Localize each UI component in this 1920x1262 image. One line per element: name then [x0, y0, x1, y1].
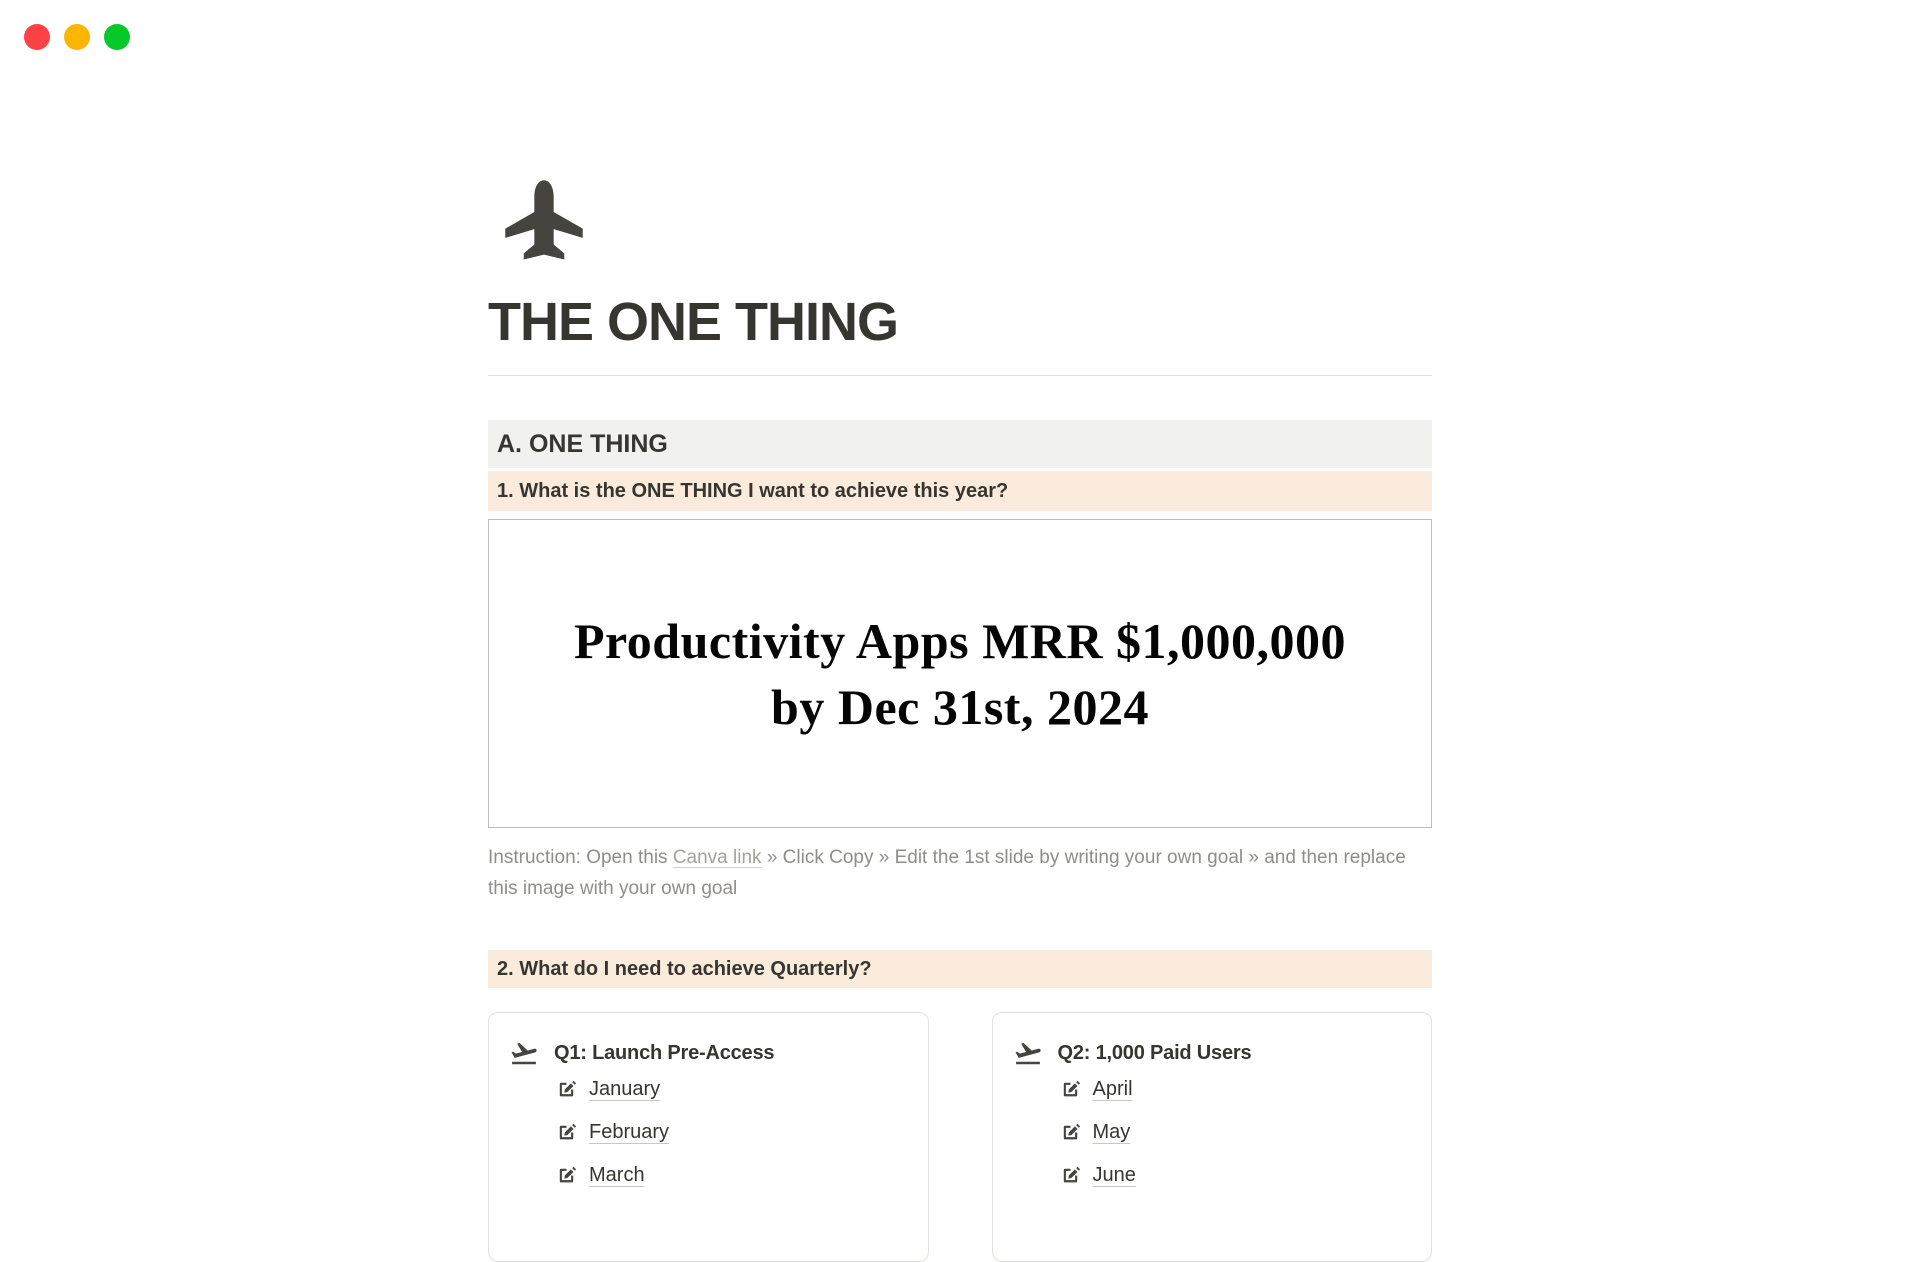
page-title: THE ONE THING [488, 292, 899, 352]
divider [488, 375, 1432, 376]
canva-link[interactable]: Canva link [672, 847, 762, 868]
quarter-columns [488, 1012, 1432, 1262]
edit-icon [555, 1121, 578, 1144]
instruction-caption [488, 842, 1432, 904]
minimize-button[interactable] [64, 24, 90, 50]
notion-page [488, 0, 1432, 1262]
month-link-march[interactable]: March [589, 1164, 645, 1186]
edit-icon [1059, 1078, 1082, 1101]
instruction-line2: this image with your own goal [488, 878, 738, 899]
month-item [555, 1154, 908, 1197]
zoom-button[interactable] [104, 24, 130, 50]
month-item [555, 1111, 908, 1154]
quarter-title: Q1: Launch Pre-Access [554, 1041, 775, 1064]
month-link-april[interactable]: April [1092, 1078, 1133, 1100]
question-1-heading: 1. What is the ONE THING I want to achieve this year? [488, 471, 1432, 511]
month-item [555, 1068, 908, 1111]
edit-icon [1059, 1121, 1082, 1144]
month-item [1059, 1111, 1412, 1154]
goal-image[interactable] [488, 519, 1432, 828]
airplane-icon [500, 175, 588, 263]
edit-icon [1059, 1164, 1082, 1187]
close-button[interactable] [24, 24, 50, 50]
instruction-middle: » Click Copy » Edit the 1st slide by writing your own goal » and then replace [761, 847, 1406, 868]
question-2-heading: 2. What do I need to achieve Quarterly? [488, 950, 1432, 988]
flight-takeoff-icon [1013, 1038, 1043, 1068]
month-item [1059, 1154, 1412, 1197]
month-link-may[interactable]: May [1092, 1121, 1131, 1143]
edit-icon [555, 1164, 578, 1187]
month-link-june[interactable]: June [1092, 1164, 1136, 1186]
goal-line-2: by Dec 31st, 2024 [771, 678, 1149, 735]
month-link-january[interactable]: January [589, 1078, 661, 1100]
window-controls [24, 24, 130, 50]
quarter-card-q2 [992, 1012, 1433, 1262]
section-heading: A. ONE THING [488, 420, 1432, 468]
month-item [1059, 1068, 1412, 1111]
instruction-prefix: Instruction: Open this [488, 847, 673, 868]
quarter-title: Q2: 1,000 Paid Users [1057, 1041, 1252, 1064]
flight-takeoff-icon [509, 1038, 539, 1068]
quarter-card-q1 [488, 1012, 929, 1262]
goal-line-1: Productivity Apps MRR $1,000,000 [573, 612, 1347, 669]
edit-icon [555, 1078, 578, 1101]
month-link-february[interactable]: February [589, 1121, 670, 1143]
